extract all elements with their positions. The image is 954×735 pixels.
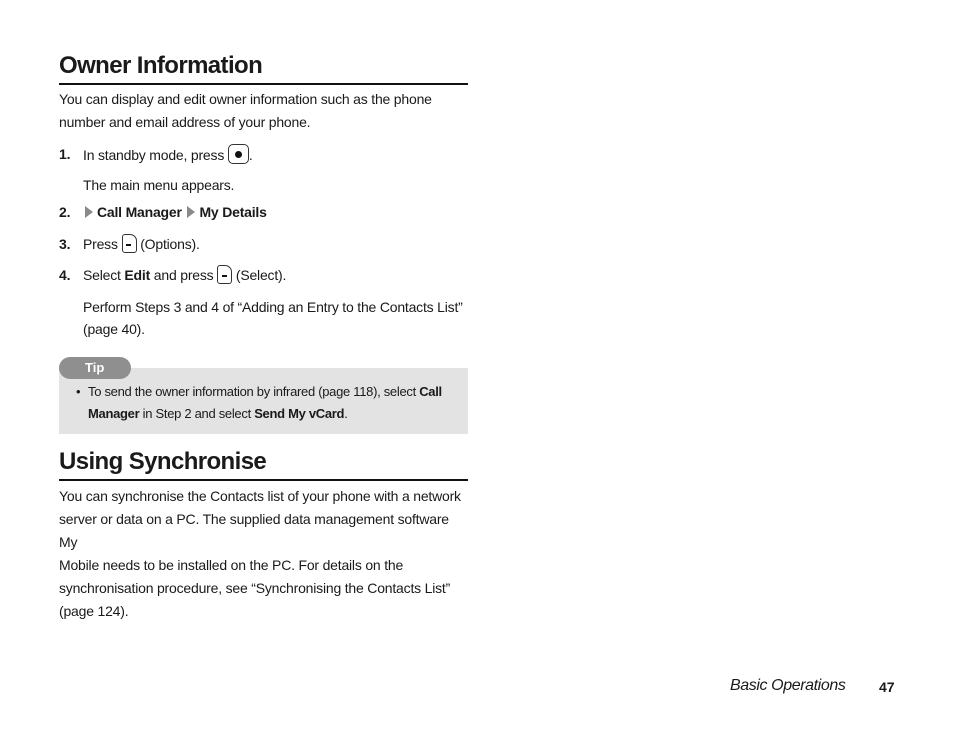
page-number: 47 xyxy=(879,679,895,695)
step-4-note xyxy=(83,296,473,340)
step-number: 3. xyxy=(59,236,71,252)
menu-option-edit: Edit xyxy=(124,267,151,283)
step-4-note-line-2: (page 40). xyxy=(83,321,145,337)
section-title-using-synchronise: Using Synchronise xyxy=(59,448,468,481)
tip-line-1: To send the owner information by infrared (page 118), select Call xyxy=(88,384,442,399)
paragraph-line: (page 124). xyxy=(59,603,129,619)
left-soft-key-icon xyxy=(217,265,232,284)
step-1-result: The main menu appears. xyxy=(83,177,235,193)
step-4-note-line-1: Perform Steps 3 and 4 of “Adding an Entry to the Contacts List” xyxy=(83,299,463,315)
step-text: Select xyxy=(83,267,121,283)
paragraph-line: You can synchronise the Contacts list of your phone with a network xyxy=(59,488,461,504)
step-text-end: (Select). xyxy=(235,267,287,283)
menu-item-my-details: My Details xyxy=(199,204,267,220)
left-soft-key-icon xyxy=(122,234,137,253)
step-text-end: (Options). xyxy=(140,236,200,252)
tip-badge: Tip xyxy=(59,357,131,379)
step-number: 1. xyxy=(59,146,71,162)
paragraph-line: Mobile needs to be installed on the PC. For details on the xyxy=(59,557,404,573)
step-text-end: . xyxy=(248,147,253,163)
menu-arrow-icon xyxy=(85,206,93,218)
menu-item-call-manager: Call Manager xyxy=(97,204,182,220)
step-text-mid: and press xyxy=(153,267,214,283)
tip-bullet: • xyxy=(76,384,81,399)
step-text: In standby mode, press xyxy=(83,147,225,163)
section-title-owner-information: Owner Information xyxy=(59,52,468,85)
tip-text xyxy=(88,381,460,425)
paragraph-line: server or data on a PC. The supplied data management software My xyxy=(59,511,449,550)
step-text: Press xyxy=(83,236,118,252)
synchronise-paragraph xyxy=(59,485,468,623)
owner-info-intro xyxy=(59,88,468,134)
center-select-key-icon xyxy=(228,144,249,164)
step-number: 4. xyxy=(59,267,71,283)
menu-arrow-icon xyxy=(187,206,195,218)
tip-line-2: Manager in Step 2 and select Send My vCard. xyxy=(88,406,348,421)
step-number: 2. xyxy=(59,204,71,220)
footer-section-name: Basic Operations xyxy=(730,677,846,694)
intro-line-1: You can display and edit owner information such as the phone xyxy=(59,91,432,107)
paragraph-line: synchronisation procedure, see “Synchronising the Contacts List” xyxy=(59,580,451,596)
intro-line-2: number and email address of your phone. xyxy=(59,114,311,130)
